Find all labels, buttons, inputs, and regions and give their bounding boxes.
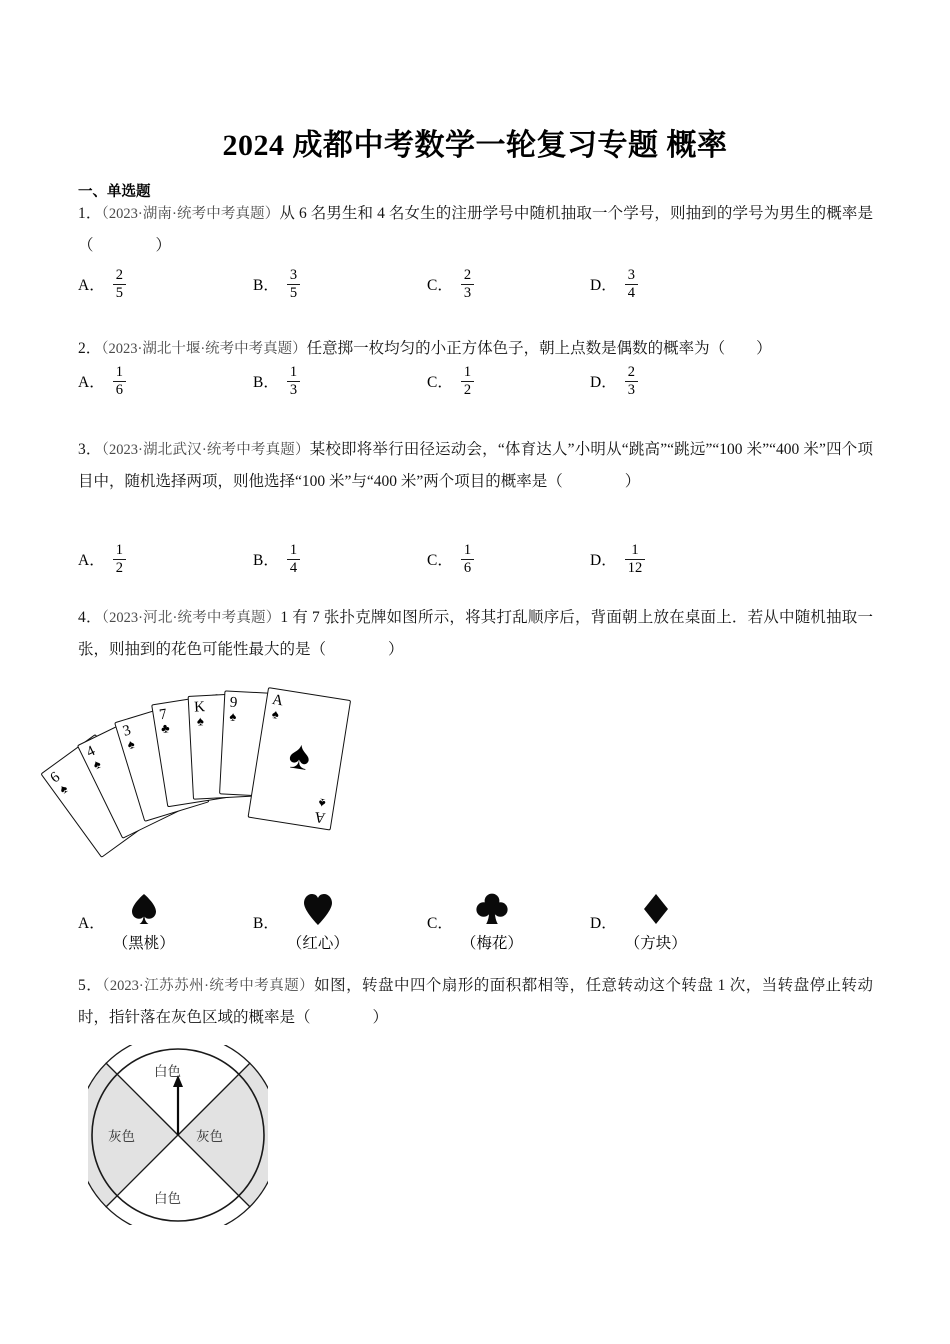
card-rank: 7 xyxy=(158,706,169,724)
option-1-A[interactable] xyxy=(78,268,126,300)
denominator: 3 xyxy=(625,381,638,398)
section-heading: 一、单选题 xyxy=(78,184,151,200)
spade-icon xyxy=(129,888,159,930)
denominator: 3 xyxy=(461,284,474,301)
card-rank: 6 xyxy=(47,769,64,787)
option-4-B-label: B． xyxy=(253,915,279,932)
spinner-label-right: 灰色 xyxy=(196,1129,223,1144)
numerator: 2 xyxy=(115,267,123,283)
question-3-number: 3． xyxy=(78,441,102,458)
club-icon: ♣ xyxy=(159,720,171,737)
option-2-B[interactable] xyxy=(253,365,300,397)
question-3-options xyxy=(78,543,873,587)
option-3-B-fraction xyxy=(287,543,300,575)
option-2-A-label: A． xyxy=(78,374,105,391)
option-2-D[interactable] xyxy=(590,365,638,397)
question-5-body: 如图，转盘中四个扇形的面积都相等，任意转动这个转盘 1 次，当转盘停止转动时，指针落在灰色区域的概率是（ ） xyxy=(78,977,873,1026)
option-2-D-label: D． xyxy=(590,374,617,391)
card-corner xyxy=(229,696,238,723)
option-3-B[interactable] xyxy=(253,543,300,575)
option-3-C[interactable] xyxy=(427,543,474,575)
card-rank: A xyxy=(270,691,285,710)
question-1-text xyxy=(78,198,873,261)
option-2-C[interactable] xyxy=(427,365,474,397)
spade-icon: ♠ xyxy=(229,708,237,725)
question-1-body: 从 6 名男生和 4 名女生的注册学号中随机抽取一个学号，则抽到的学号为男生的概率是（ ） xyxy=(78,205,873,254)
denominator: 5 xyxy=(287,284,300,301)
denominator: 3 xyxy=(287,381,300,398)
option-3-A-label: A． xyxy=(78,552,105,569)
question-4-source: （2023·河北·统考中考真题） xyxy=(101,610,281,626)
option-4-C-label: C． xyxy=(427,915,453,932)
option-1-B-label: B． xyxy=(253,277,279,294)
question-5-text xyxy=(78,970,873,1033)
question-5-number: 5． xyxy=(78,977,103,994)
option-1-A-label: A． xyxy=(78,277,105,294)
option-2-C-fraction xyxy=(461,365,474,397)
numerator: 1 xyxy=(115,542,123,558)
card-corner xyxy=(158,707,171,735)
card-corner xyxy=(269,693,284,721)
option-4-C[interactable] xyxy=(427,888,523,953)
card-corner xyxy=(194,700,206,728)
spade-icon-large: ♠ xyxy=(285,731,314,780)
question-1-source: （2023·湖南·统考中考真题） xyxy=(101,206,280,222)
card-corner xyxy=(84,744,103,772)
card-corner xyxy=(48,770,70,796)
numerator: 1 xyxy=(289,542,298,558)
denominator: 2 xyxy=(461,381,474,398)
page-title: 2024 成都中考数学一轮复习专题 概率 xyxy=(222,129,728,162)
option-3-A[interactable] xyxy=(78,543,126,575)
denominator: 6 xyxy=(461,559,474,576)
option-3-B-label: B． xyxy=(253,552,279,569)
question-3-body: 某校即将举行田径运动会，“体育达人”小明从“跳高”“跳远”“100 米”“400 米”四个项目中，随机选择两项，则他选择“100 米”与“400 米”两个项目的概率是（ ） xyxy=(78,441,873,490)
question-4-text xyxy=(78,602,873,665)
card-rank: A xyxy=(313,808,327,826)
numerator: 3 xyxy=(289,267,298,283)
option-3-C-fraction xyxy=(461,543,474,575)
numerator: 1 xyxy=(115,364,123,380)
question-4-number: 4． xyxy=(78,609,102,626)
option-4-D-label: D． xyxy=(590,915,617,932)
spinner-label-top: 白色 xyxy=(154,1064,181,1079)
card-rank: 3 xyxy=(120,722,133,740)
option-2-C-label: C． xyxy=(427,374,453,391)
denominator: 12 xyxy=(625,559,646,576)
option-1-A-fraction xyxy=(113,268,126,300)
heart-icon xyxy=(302,888,334,930)
option-1-C-fraction xyxy=(461,268,474,300)
option-4-B[interactable] xyxy=(253,888,349,953)
card-corner-bottom xyxy=(314,796,329,824)
spade-icon: ♠ xyxy=(56,780,71,797)
option-4-C-content xyxy=(461,888,523,953)
option-1-D[interactable] xyxy=(590,268,638,300)
numerator: 1 xyxy=(463,364,472,380)
option-2-B-label: B． xyxy=(253,374,279,391)
option-4-D[interactable] xyxy=(590,888,687,953)
denominator: 5 xyxy=(113,284,126,301)
spade-icon: ♠ xyxy=(125,735,137,753)
option-3-D-label: D． xyxy=(590,552,617,569)
denominator: 4 xyxy=(625,284,638,301)
question-2-source: （2023·湖北十堰·统考中考真题） xyxy=(101,341,307,357)
spade-svg xyxy=(129,892,159,926)
question-4-options xyxy=(78,888,873,964)
card-corner xyxy=(121,723,136,751)
option-3-D-fraction xyxy=(625,543,646,575)
denominator: 6 xyxy=(113,381,126,398)
option-4-A-content xyxy=(113,888,175,953)
numerator: 1 xyxy=(463,542,472,558)
option-1-C-label: C． xyxy=(427,277,453,294)
spade-icon: ♠ xyxy=(90,755,104,773)
option-2-D-fraction xyxy=(625,365,638,397)
spade-icon: ♠ xyxy=(270,706,281,722)
spade-icon: ♠ xyxy=(196,713,205,729)
option-4-A-label: A． xyxy=(78,915,105,932)
numerator: 3 xyxy=(627,267,635,283)
question-2-body: 任意掷一枚均匀的小正方体色子，朝上点数是偶数的概率为（ ） xyxy=(306,340,772,357)
question-2-number: 2． xyxy=(78,340,102,357)
card-rank: K xyxy=(193,699,206,716)
numerator: 1 xyxy=(631,542,639,558)
spade-icon: ♠ xyxy=(317,795,327,812)
option-1-D-label: D． xyxy=(590,277,617,294)
spinner-figure xyxy=(88,1045,268,1225)
spinner-label-left: 灰色 xyxy=(108,1129,135,1144)
option-4-C-name: （梅花） xyxy=(460,935,523,952)
option-3-D[interactable] xyxy=(590,543,645,575)
question-5-source: （2023·江苏苏州·统考中考真题） xyxy=(102,978,315,994)
option-4-B-content xyxy=(287,888,349,953)
numerator: 2 xyxy=(463,267,472,283)
option-2-B-fraction xyxy=(287,365,300,397)
club-svg xyxy=(476,892,508,926)
option-1-B-fraction xyxy=(287,268,300,300)
denominator: 2 xyxy=(113,559,126,576)
option-2-A-fraction xyxy=(113,365,126,397)
option-4-A-name: （黑桃） xyxy=(112,935,175,952)
option-4-D-content xyxy=(625,888,687,953)
question-4-body: 1 有 7 张扑克牌如图所示，将其打乱顺序后，背面朝上放在桌面上．若从中随机抽取一张，则抽到的花色可能性最大的是（ ） xyxy=(78,609,873,658)
option-1-B[interactable] xyxy=(253,268,300,300)
option-4-D-name: （方块） xyxy=(624,935,687,952)
option-4-A[interactable] xyxy=(78,888,175,953)
playing-cards-figure xyxy=(47,672,385,872)
spinner-label-bottom: 白色 xyxy=(154,1191,181,1206)
diamond-svg xyxy=(641,892,671,926)
club-icon xyxy=(476,888,508,930)
option-3-A-fraction xyxy=(113,543,126,575)
question-2-text xyxy=(78,333,873,365)
numerator: 1 xyxy=(289,364,298,380)
card-rank: 4 xyxy=(83,743,98,761)
denominator: 4 xyxy=(287,559,300,576)
heart-svg xyxy=(302,892,334,926)
option-2-A[interactable] xyxy=(78,365,126,397)
option-1-D-fraction xyxy=(625,268,638,300)
card-rank: 9 xyxy=(229,694,238,712)
question-3-text xyxy=(78,434,873,497)
question-1-number: 1． xyxy=(78,205,102,222)
option-3-C-label: C． xyxy=(427,552,453,569)
question-2-options xyxy=(78,365,873,409)
option-1-C[interactable] xyxy=(427,268,474,300)
option-4-B-name: （红心） xyxy=(286,935,349,952)
diamond-icon xyxy=(641,888,671,930)
question-1-options xyxy=(78,268,873,312)
question-3-source: （2023·湖北武汉·统考中考真题） xyxy=(101,442,310,458)
numerator: 2 xyxy=(627,364,635,380)
